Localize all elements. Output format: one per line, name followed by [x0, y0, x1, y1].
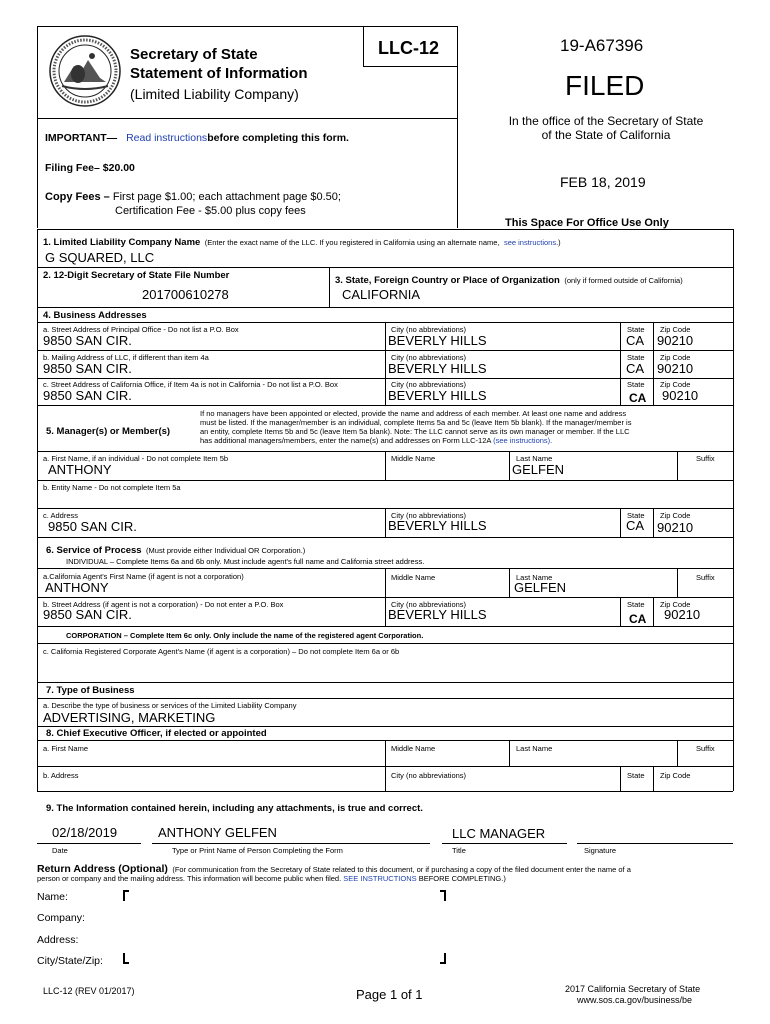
zip-label: Zip Code — [660, 325, 691, 334]
file-number-field[interactable]: 201700610278 — [142, 287, 229, 302]
file-id: 19-A67396 — [560, 36, 644, 55]
filed-stamp: FILED — [565, 70, 645, 101]
item5-desc-2: must be listed. If the manager/member is an individual, complete Items 5a and 5c (leave Item 5b blank). If the manager/member is — [200, 418, 632, 427]
member-last-name-field[interactable]: GELFEN — [512, 462, 565, 477]
item6a-label: a.California Agent's First Name (if agent is not a corporation) — [43, 572, 244, 581]
item7a-label: a. Describe the type of business or services of the Limited Liability Company — [43, 701, 297, 710]
agent-last-name-label: Last Name — [516, 573, 553, 582]
zip-label: Zip Code — [660, 353, 691, 362]
agent-last-name-field[interactable]: GELFEN — [514, 580, 567, 595]
form-subtitle: (Limited Liability Company) — [130, 86, 299, 102]
address-state-field[interactable]: CA — [626, 361, 645, 376]
individual-note: INDIVIDUAL – Complete Items 6a and 6b only. Must include agent's full name and California street address. — [66, 557, 425, 566]
item5-desc-4: has additional managers/members, enter the name(s) and addresses on Form LLC-12A (see instructions). — [200, 436, 553, 445]
agent-city-field[interactable]: BEVERLY HILLS — [388, 607, 487, 622]
agent-suffix-label: Suffix — [696, 573, 715, 582]
return-address-line2: person or company and the mailing address. This information will become public when filed. SEE INSTRUCTIONS BEFORE COMPLETING.) — [37, 874, 506, 883]
item5-label: 5. Manager(s) or Member(s) — [46, 426, 171, 437]
item5b-label: b. Entity Name - Do not complete Item 5a — [43, 483, 181, 492]
item6c-label: c. California Registered Corporate Agent's Name (if agent is a corporation) – Do not complete Item 6a or 6b — [43, 647, 400, 656]
agent-city-label: City (no abbreviations) — [391, 600, 467, 609]
ceo-suffix-label: Suffix — [696, 744, 715, 753]
agent-middle-name-label: Middle Name — [391, 573, 436, 582]
see-instructions-return-link[interactable]: SEE INSTRUCTIONS — [343, 874, 417, 883]
address-zip-field[interactable]: 90210 — [662, 388, 699, 403]
state-label: State — [627, 511, 645, 520]
address-city-field[interactable]: BEVERLY HILLS — [388, 361, 487, 376]
name-label: Type or Print Name of Person Completing the Form — [172, 846, 343, 855]
signature-date-field[interactable]: 02/18/2019 — [52, 825, 118, 840]
member-state-field[interactable]: CA — [626, 518, 645, 533]
place-of-organization-field[interactable]: CALIFORNIA — [342, 287, 421, 302]
address-city-field[interactable]: BEVERLY HILLS — [388, 333, 487, 348]
address-zip-field[interactable]: 90210 — [657, 333, 694, 348]
last-name-label: Last Name — [516, 454, 553, 463]
item3-label-row: 3. State, Foreign Country or Place of Organization (only if formed outside of California) — [335, 275, 683, 286]
filed-office-line2: of the State of California — [541, 128, 671, 142]
website-url: www.sos.ca.gov/business/be — [577, 995, 693, 1005]
city-label: City (no abbreviations) — [391, 353, 467, 362]
item4-row-label: c. Street Address of California Office, if Item 4a is not in California - Do not list a P.O. Box — [43, 380, 338, 389]
certification-fee: Certification Fee - $5.00 plus copy fees — [115, 205, 306, 217]
return-company-label: Company: — [37, 912, 85, 924]
copyright: 2017 California Secretary of State — [565, 984, 701, 994]
member-street-field[interactable]: 9850 SAN CIR. — [48, 519, 137, 534]
item5-desc-3: an entity, complete Items 5b and 5c (leave Item 5a blank). Note: The LLC cannot serve as its own manager or member. If the LLC — [200, 427, 630, 436]
agent-zip-field[interactable]: 90210 — [664, 607, 701, 622]
item6-label-row: 6. Service of Process (Must provide either Individual OR Corporation.) — [46, 545, 306, 556]
form-title-line2: Statement of Information — [130, 65, 308, 82]
middle-name-label: Middle Name — [391, 454, 436, 463]
corporation-note: CORPORATION – Complete Item 6c only. Only include the name of the registered agent Corporation. — [66, 631, 424, 640]
zip-label: Zip Code — [660, 511, 691, 520]
city-label: City (no abbreviations) — [391, 380, 467, 389]
ceo-address-label: b. Address — [43, 771, 79, 780]
address-state-field[interactable]: CA — [629, 391, 647, 405]
item8-label: 8. Chief Executive Officer, if elected or appointed — [46, 728, 267, 739]
filed-date: FEB 18, 2019 — [560, 174, 646, 190]
signature-label: Signature — [584, 846, 617, 855]
suffix-label: Suffix — [696, 454, 715, 463]
copy-fees: Copy Fees – First page $1.00; each attachment page $0.50; — [45, 191, 341, 203]
form-revision: LLC-12 (REV 01/2017) — [43, 986, 135, 996]
ceo-last-name-label: Last Name — [516, 744, 553, 753]
address-city-field[interactable]: BEVERLY HILLS — [388, 388, 487, 403]
agent-street-field[interactable]: 9850 SAN CIR. — [43, 607, 132, 622]
member-city-field[interactable]: BEVERLY HILLS — [388, 518, 487, 533]
return-address-label: Address: — [37, 934, 79, 946]
title-label: Title — [452, 846, 466, 855]
return-name-label: Name: — [37, 891, 68, 903]
agent-first-name-field[interactable]: ANTHONY — [45, 580, 109, 595]
ceo-city-label: City (no abbreviations) — [391, 771, 467, 780]
item6b-label: b. Street Address (if agent is not a corporation) - Do not enter a P.O. Box — [43, 600, 284, 609]
filed-office-line1: In the office of the Secretary of State — [508, 114, 704, 128]
ceo-first-name-label: a. First Name — [43, 744, 89, 753]
see-instructions-link[interactable]: see instructions — [503, 238, 557, 247]
item5c-label: c. Address — [43, 511, 79, 520]
filing-fee: Filing Fee– $20.00 — [45, 162, 135, 174]
llc-name-field[interactable]: G SQUARED, LLC — [45, 250, 155, 265]
ceo-middle-name-label: Middle Name — [391, 744, 436, 753]
form-code: LLC-12 — [378, 38, 440, 58]
city-label: City (no abbreviations) — [391, 325, 467, 334]
date-label: Date — [52, 846, 68, 855]
page-number: Page 1 of 1 — [356, 987, 423, 1002]
item1-label-row: 1. Limited Liability Company Name (Enter the exact name of the LLC. If you registered in California using an alternate name, see instructions.) — [43, 237, 561, 248]
item7-label: 7. Type of Business — [46, 685, 135, 696]
state-label: State — [627, 325, 645, 334]
address-street-field[interactable]: 9850 SAN CIR. — [43, 361, 132, 376]
item5a-label: a. First Name, if an individual - Do not complete Item 5b — [43, 454, 229, 463]
important-line: IMPORTANT— Read instructionsbefore completing this form. — [45, 132, 349, 144]
address-street-field[interactable]: 9850 SAN CIR. — [43, 388, 132, 403]
form-title-line1: Secretary of State — [130, 46, 258, 63]
signer-title-field[interactable]: LLC MANAGER — [452, 826, 546, 841]
item4-row-label: b. Mailing Address of LLC, if different than item 4a — [43, 353, 209, 362]
signer-name-field[interactable]: ANTHONY GELFEN — [158, 825, 277, 840]
ceo-zip-label: Zip Code — [660, 771, 691, 780]
ceo-state-label: State — [627, 771, 645, 780]
state-label: State — [627, 353, 645, 362]
return-citystate-label: City/State/Zip: — [37, 955, 103, 967]
business-type-field[interactable]: ADVERTISING, MARKETING — [43, 710, 216, 725]
office-use-label: This Space For Office Use Only — [505, 217, 669, 229]
item4-row-label: a. Street Address of Principal Office - Do not list a P.O. Box — [43, 325, 239, 334]
return-address-line1: Return Address (Optional) (For communication from the Secretary of State related to this document, or if purchasing a copy of the filed document enter the name of a — [37, 863, 631, 875]
agent-state-label: State — [627, 600, 645, 609]
state-seal — [48, 34, 122, 108]
item9-label: 9. The Information contained herein, including any attachments, is true and correct. — [46, 803, 423, 814]
agent-zip-label: Zip Code — [660, 600, 691, 609]
read-instructions-link[interactable]: Read instructions — [126, 132, 208, 144]
item4-label: 4. Business Addresses — [43, 310, 147, 321]
item2-label: 2. 12-Digit Secretary of State File Number — [43, 270, 230, 281]
city-label: City (no abbreviations) — [391, 511, 467, 520]
address-street-field[interactable]: 9850 SAN CIR. — [43, 333, 132, 348]
state-label: State — [627, 380, 645, 389]
member-zip-field[interactable]: 90210 — [657, 520, 694, 535]
address-state-field[interactable]: CA — [626, 333, 645, 348]
item5-desc-1: If no managers have been appointed or elected, provide the name and address of each member. At least one name and address — [200, 409, 627, 418]
zip-label: Zip Code — [660, 380, 691, 389]
address-zip-field[interactable]: 90210 — [657, 361, 694, 376]
member-first-name-field[interactable]: ANTHONY — [48, 462, 112, 477]
agent-state-field[interactable]: CA — [629, 612, 647, 626]
